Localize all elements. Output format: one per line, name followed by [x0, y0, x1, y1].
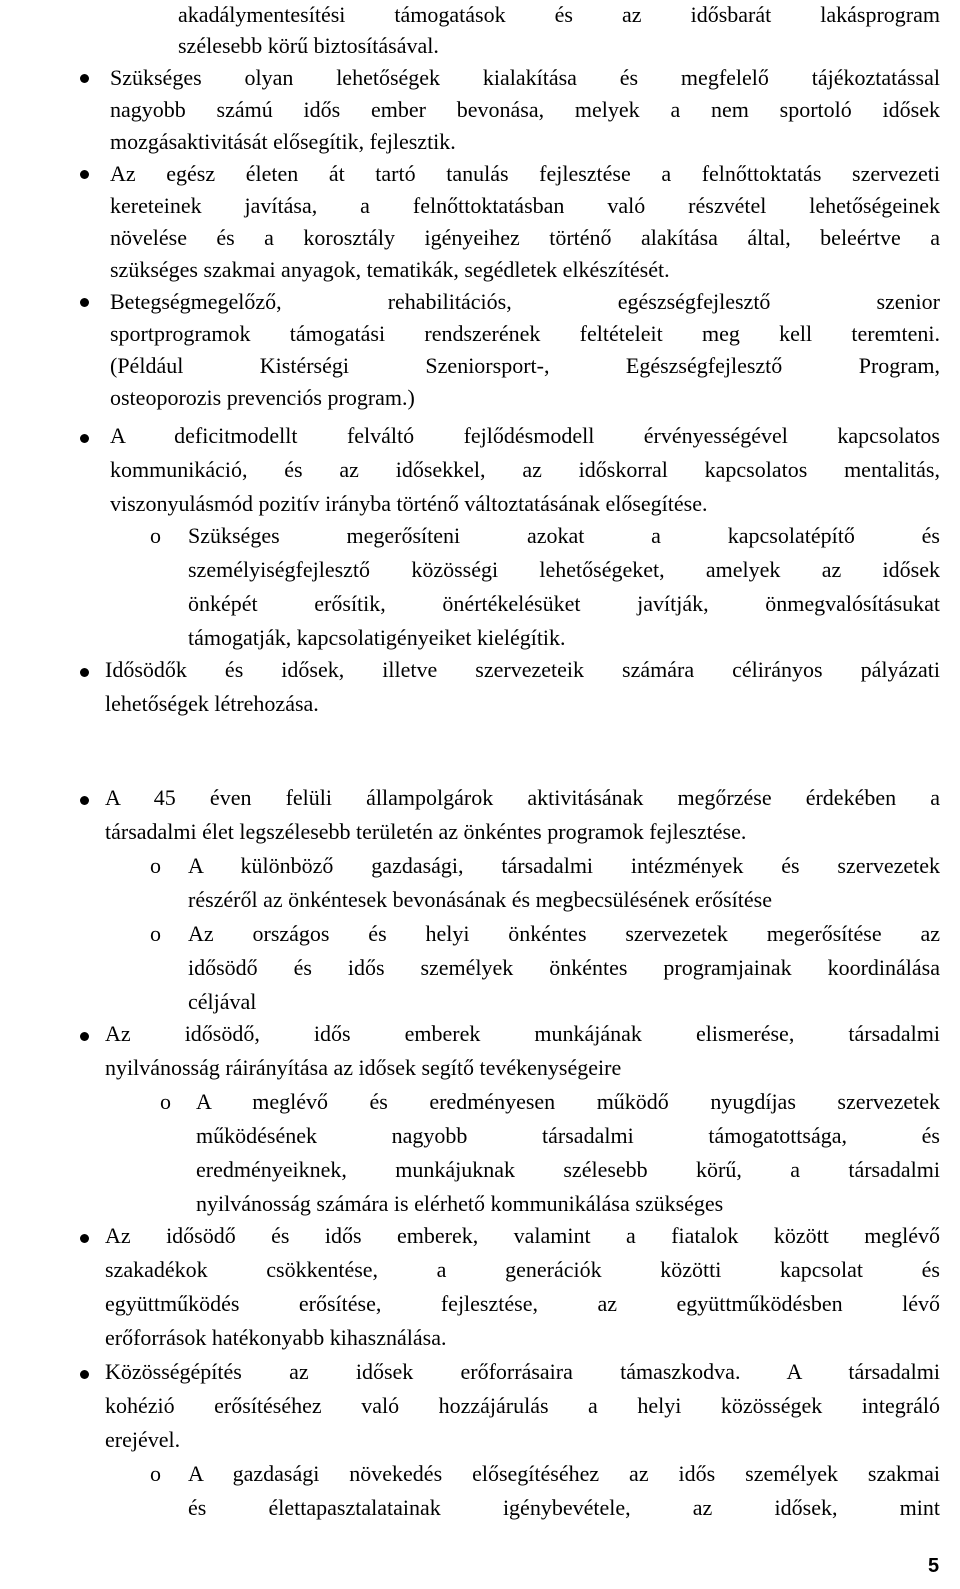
text-line: kohézió erősítéséhez való hozzájárulás a helyi közösségek integráló: [105, 1393, 940, 1418]
text-line: Szükséges olyan lehetőségek kialakítása és megfelelő tájékoztatással: [110, 65, 940, 90]
text-line: működésének nagyobb társadalmi támogatottsága, és: [196, 1123, 940, 1148]
text-line: (Például Kistérségi Szeniorsport-, Egészségfejlesztő Program,: [110, 353, 940, 378]
text-line: A meglévő és eredményesen működő nyugdíjas szervezetek: [196, 1089, 940, 1114]
text-line: eredményeiknek, munkájuknak szélesebb körű, a társadalmi: [196, 1157, 940, 1182]
bullet-icon: [80, 1370, 89, 1379]
text-line: Az országos és helyi önkéntes szervezetek megerősítése az: [188, 921, 940, 946]
text-line: A 45 éven felüli állampolgárok aktivitásának megőrzése érdekében a: [105, 785, 940, 810]
text-line: céljával: [188, 989, 257, 1014]
sub-bullet-marker: o: [150, 523, 161, 548]
text-line: erőforrások hatékonyabb kihasználása.: [105, 1325, 447, 1350]
bullet-icon: [80, 1032, 89, 1041]
text-line: nagyobb számú idős ember bevonása, melyek a nem sportoló idősek: [110, 97, 940, 122]
bullet-icon: [80, 74, 89, 83]
text-line: nyilvánosság ráirányítása az idősek segítő tevékenységeire: [105, 1055, 622, 1080]
text-line: személyiségfejlesztő közösségi lehetőségeket, amelyek az idősek: [188, 557, 940, 582]
bullet-icon: [80, 668, 89, 677]
text-line: osteoporozis prevenciós program.): [110, 385, 415, 410]
text-line: önképét erősítik, önértékelésüket javítják, önmegvalósításukat: [188, 591, 940, 616]
text-line: kereteinek javítása, a felnőttoktatásban való részvétel lehetőségeinek: [110, 193, 940, 218]
text-line: A deficitmodellt felváltó fejlődésmodell érvényességével kapcsolatos: [110, 423, 940, 448]
text-line: Szükséges megerősíteni azokat a kapcsolatépítő és: [188, 523, 940, 548]
text-line: támogatják, kapcsolatigényeiket kielégítik.: [188, 625, 566, 650]
text-line: részéről az önkéntesek bevonásának és megbecsülésének erősítése: [188, 887, 772, 912]
text-line: mozgásaktivitását elősegítik, fejlesztik.: [110, 129, 456, 154]
bullet-icon: [80, 434, 89, 443]
text-line: kommunikáció, és az idősekkel, az időskorral kapcsolatos mentalitás,: [110, 457, 940, 482]
text-line: akadálymentesítési támogatások és az idősbarát lakásprogram: [178, 2, 940, 27]
sub-bullet-marker: o: [150, 853, 161, 878]
sub-bullet-marker: o: [150, 1461, 161, 1486]
text-line: Betegségmegelőző, rehabilitációs, egészségfejlesztő szenior: [110, 289, 940, 314]
sub-bullet-marker: o: [160, 1089, 171, 1114]
text-line: növelése és a korosztály igényeihez történő alakítása által, beleértve a: [110, 225, 940, 250]
text-line: Az idősödő, idős emberek munkájának elismerése, társadalmi: [105, 1021, 940, 1046]
page-number: 5: [928, 1555, 940, 1577]
text-line: Az idősödő és idős emberek, valamint a fiatalok között meglévő: [105, 1223, 940, 1248]
bullet-icon: [80, 796, 89, 805]
text-line: sportprogramok támogatási rendszerének feltételeit meg kell teremteni.: [110, 321, 940, 346]
sub-bullet-marker: o: [150, 921, 161, 946]
bullet-icon: [80, 1234, 89, 1243]
text-line: és élettapasztalatainak igénybevétele, az idősek, mint: [188, 1495, 940, 1520]
text-line: szélesebb körű biztosításával.: [178, 33, 439, 58]
text-line: szükséges szakmai anyagok, tematikák, segédletek elkészítését.: [110, 257, 670, 282]
text-line: A különböző gazdasági, társadalmi intézmények és szervezetek: [188, 853, 940, 878]
text-line: erejével.: [105, 1427, 181, 1452]
text-line: viszonyulásmód pozitív irányba történő változtatásának elősegítése.: [110, 491, 708, 516]
text-line: Idősödők és idősek, illetve szervezeteik számára célirányos pályázati: [105, 657, 940, 682]
text-line: A gazdasági növekedés elősegítéséhez az idős személyek szakmai: [188, 1461, 940, 1486]
text-line: idősödő és idős személyek önkéntes programjainak koordinálása: [188, 955, 940, 980]
text-line: nyilvánosság számára is elérhető kommunikálása szükséges: [196, 1191, 724, 1216]
text-line: Közösségépítés az idősek erőforrásaira támaszkodva. A társadalmi: [105, 1359, 940, 1384]
text-line: együttműködés erősítése, fejlesztése, az együttműködésben lévő: [105, 1291, 940, 1316]
text-line: szakadékok csökkentése, a generációk közötti kapcsolat és: [105, 1257, 940, 1282]
text-line: társadalmi élet legszélesebb területén az önkéntes programok fejlesztése.: [105, 819, 747, 844]
text-line: Az egész életen át tartó tanulás fejlesztése a felnőttoktatás szervezeti: [110, 161, 940, 186]
text-line: lehetőségek létrehozása.: [105, 691, 319, 716]
bullet-icon: [80, 298, 89, 307]
bullet-icon: [80, 170, 89, 179]
